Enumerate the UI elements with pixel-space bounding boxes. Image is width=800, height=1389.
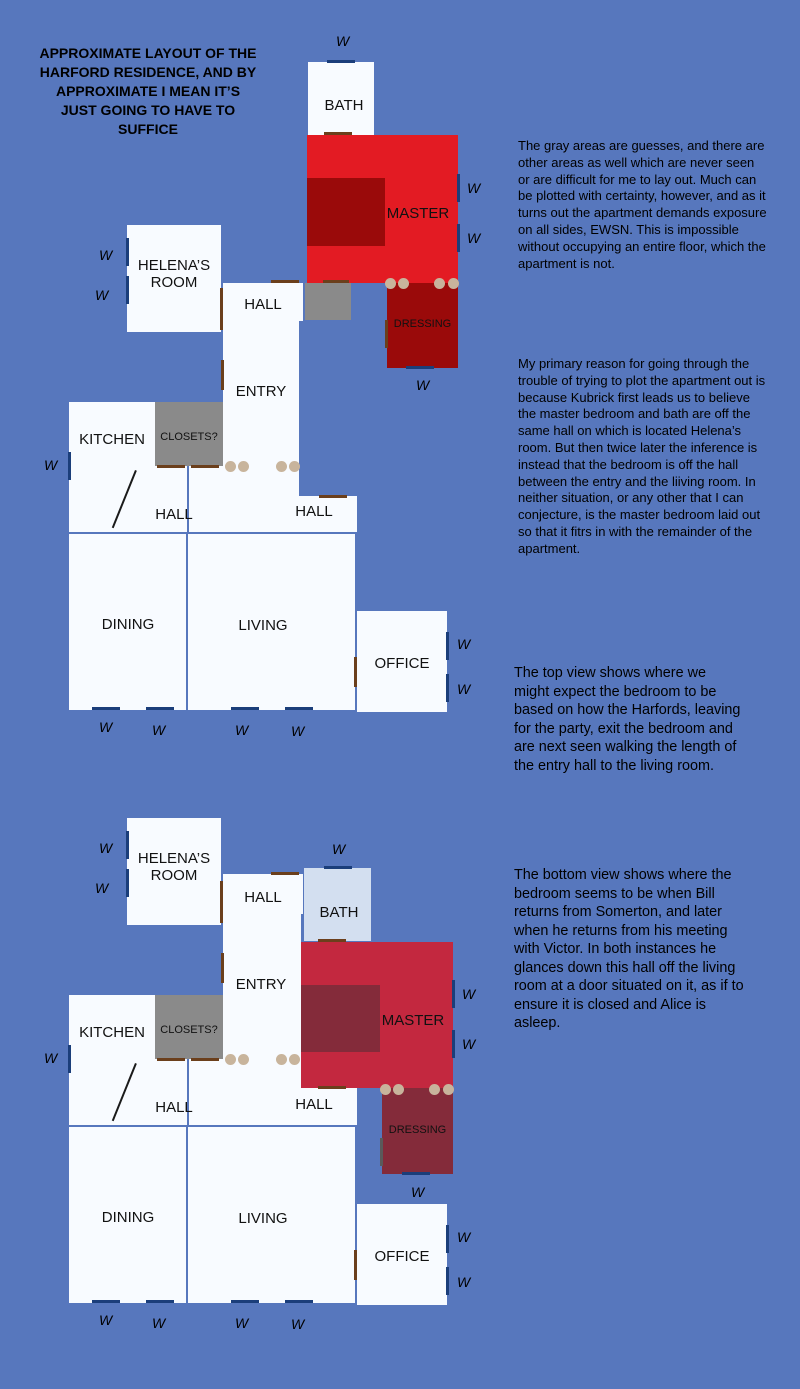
label-living: LIVING xyxy=(238,617,288,634)
opening-marker xyxy=(289,461,300,472)
note-gray-areas: The gray areas are guesses, and there are other areas as well which are never seen or are difficult for me to lay out. Much can be plotted with certainty, however, and as it turns out the apartment demands exposure on all sides, EWSN. This is impossible without occupying an entire floor, which the apartment is not. xyxy=(518,138,767,271)
window-helena-1 xyxy=(126,831,129,859)
label-office: OFFICE xyxy=(374,1248,430,1265)
label-closets: CLOSETS? xyxy=(160,1024,218,1036)
window-label: W xyxy=(152,1315,166,1331)
door-closet-1[interactable] xyxy=(157,1058,185,1061)
window-label: W xyxy=(235,1315,249,1331)
window-living-2 xyxy=(285,1300,313,1303)
opening-marker xyxy=(393,1084,404,1095)
bed-area xyxy=(301,985,380,1052)
window-label: W xyxy=(457,1274,471,1290)
window-office-2 xyxy=(446,1267,449,1295)
door-bath[interactable] xyxy=(324,132,352,135)
window-label: W xyxy=(95,287,109,303)
window-label: W xyxy=(235,722,249,738)
window-dining-2 xyxy=(146,707,174,710)
door-master-hall[interactable] xyxy=(318,1086,346,1089)
label-bath: BATH xyxy=(319,904,359,921)
door-bath[interactable] xyxy=(318,939,346,942)
note-top-view: The top view shows where we might expect the bedroom to be based on how the Harfords, leaving for the party, exit the bedroom and are next seen walking the length of the entry hall to the living room. xyxy=(514,665,741,774)
label-hall-upper: HALL xyxy=(244,889,282,906)
window-dressing xyxy=(406,366,434,369)
opening-marker xyxy=(276,1054,287,1065)
door-office[interactable] xyxy=(354,1250,357,1280)
label-hall-right: HALL xyxy=(295,1096,333,1113)
window-bath xyxy=(324,866,352,869)
window-label: W xyxy=(462,986,476,1002)
label-closets: CLOSETS? xyxy=(160,431,218,443)
label-entry: ENTRY xyxy=(235,976,287,993)
window-label: W xyxy=(332,841,346,857)
door-dressing[interactable] xyxy=(380,1138,383,1166)
window-label: W xyxy=(462,1036,476,1052)
window-label: W xyxy=(291,723,305,739)
opening-marker xyxy=(380,1084,391,1095)
door-closet-2[interactable] xyxy=(191,1058,219,1061)
window-label: W xyxy=(416,377,430,393)
note-bottom-view: The bottom view shows where the bedroom seems to be when Bill returns from Somerton, and later when he returns from his meeting with Victor. In both instances he glances down this hall off the living room at a door situated on it, as if to ensure it is closed and Alice is asleep. xyxy=(514,867,744,1031)
bed-area xyxy=(307,178,385,246)
window-master-2 xyxy=(457,224,460,252)
door-closet-1[interactable] xyxy=(157,465,185,468)
window-label: W xyxy=(457,1229,471,1245)
opening-marker xyxy=(238,1054,249,1065)
window-label: W xyxy=(457,636,471,652)
wall-hall-dining xyxy=(69,1125,357,1127)
window-label: W xyxy=(99,1312,113,1328)
door-entry-side[interactable] xyxy=(221,953,224,983)
window-label: W xyxy=(467,230,481,246)
opening-marker xyxy=(225,1054,236,1065)
label-kitchen: KITCHEN xyxy=(79,1024,145,1041)
label-office: OFFICE xyxy=(374,655,430,672)
window-master-1 xyxy=(457,174,460,202)
opening-marker xyxy=(434,278,445,289)
window-helena-1 xyxy=(126,238,129,266)
label-entry: ENTRY xyxy=(235,383,287,400)
window-office-1 xyxy=(446,1225,449,1253)
room-gray-area xyxy=(305,283,351,320)
diagram-title: APPROXIMATE LAYOUT OF THE HARFORD RESIDENCE, AND BY APPROXIMATE I MEAN IT’S JUST GOING TO HAVE TO SUFFICE xyxy=(39,45,257,137)
window-living-1 xyxy=(231,707,259,710)
label-dressing: DRESSING xyxy=(388,1124,447,1136)
door-hall-upper[interactable] xyxy=(271,280,299,283)
window-label: W xyxy=(99,840,113,856)
label-hall-upper: HALL xyxy=(244,296,282,313)
window-label: W xyxy=(99,247,113,263)
opening-marker xyxy=(276,461,287,472)
window-dining-1 xyxy=(92,1300,120,1303)
window-dressing xyxy=(402,1172,430,1175)
opening-marker xyxy=(398,278,409,289)
label-kitchen: KITCHEN xyxy=(79,431,145,448)
wall-hall-dining xyxy=(69,532,357,534)
door-helenas-room[interactable] xyxy=(220,288,223,330)
window-living-1 xyxy=(231,1300,259,1303)
window-living-2 xyxy=(285,707,313,710)
window-label: W xyxy=(44,457,58,473)
window-kitchen xyxy=(68,452,71,480)
label-living: LIVING xyxy=(238,1210,288,1227)
note-primary-reason: My primary reason for going through the trouble of trying to plot the apartment out is because Kubrick first leads us to believe the master bedroom and bath are off the same hall on which is located Helena’s room. But then twice later the inference is instead that the bedroom is off the hall between the entry and the liiving room. In neither situation, or any other that I can conjecture, is the master bedroom laid out so that it fitrs in with the remainder of the apartment. xyxy=(518,356,766,556)
window-bath xyxy=(327,60,355,63)
door-hall-right[interactable] xyxy=(319,495,347,498)
opening-marker xyxy=(385,278,396,289)
label-dressing: DRESSING xyxy=(393,318,452,330)
label-hall-right: HALL xyxy=(295,503,333,520)
window-label: W xyxy=(44,1050,58,1066)
window-label: W xyxy=(95,880,109,896)
door-helenas-room[interactable] xyxy=(220,881,223,923)
opening-marker xyxy=(443,1084,454,1095)
window-master-2 xyxy=(452,1030,455,1058)
label-dining: DINING xyxy=(101,616,155,633)
window-label: W xyxy=(411,1184,425,1200)
window-label: W xyxy=(291,1316,305,1332)
door-closet-2[interactable] xyxy=(191,465,219,468)
label-master: MASTER xyxy=(381,1012,445,1029)
window-helena-2 xyxy=(126,869,129,897)
window-label: W xyxy=(152,722,166,738)
window-label: W xyxy=(457,681,471,697)
window-kitchen xyxy=(68,1045,71,1073)
door-gray-area[interactable] xyxy=(323,280,349,283)
door-entry-side[interactable] xyxy=(221,360,224,390)
label-bath: BATH xyxy=(324,97,364,114)
opening-marker xyxy=(225,461,236,472)
label-dining: DINING xyxy=(101,1209,155,1226)
opening-marker xyxy=(448,278,459,289)
window-helena-2 xyxy=(126,276,129,304)
window-dining-1 xyxy=(92,707,120,710)
opening-marker xyxy=(238,461,249,472)
window-label: W xyxy=(467,180,481,196)
door-office[interactable] xyxy=(354,657,357,687)
window-label: W xyxy=(336,33,350,49)
opening-marker xyxy=(289,1054,300,1065)
window-office-1 xyxy=(446,632,449,660)
window-office-2 xyxy=(446,674,449,702)
window-label: W xyxy=(99,719,113,735)
opening-marker xyxy=(429,1084,440,1095)
label-helenas-room: HELENA’S ROOM xyxy=(137,850,211,884)
label-helenas-room: HELENA’S ROOM xyxy=(137,257,211,291)
door-dressing[interactable] xyxy=(385,320,388,348)
label-hall-left: HALL xyxy=(155,506,193,523)
label-master: MASTER xyxy=(386,205,450,222)
window-master-1 xyxy=(452,980,455,1008)
window-dining-2 xyxy=(146,1300,174,1303)
door-hall-upper[interactable] xyxy=(271,872,299,875)
label-hall-left: HALL xyxy=(155,1099,193,1116)
